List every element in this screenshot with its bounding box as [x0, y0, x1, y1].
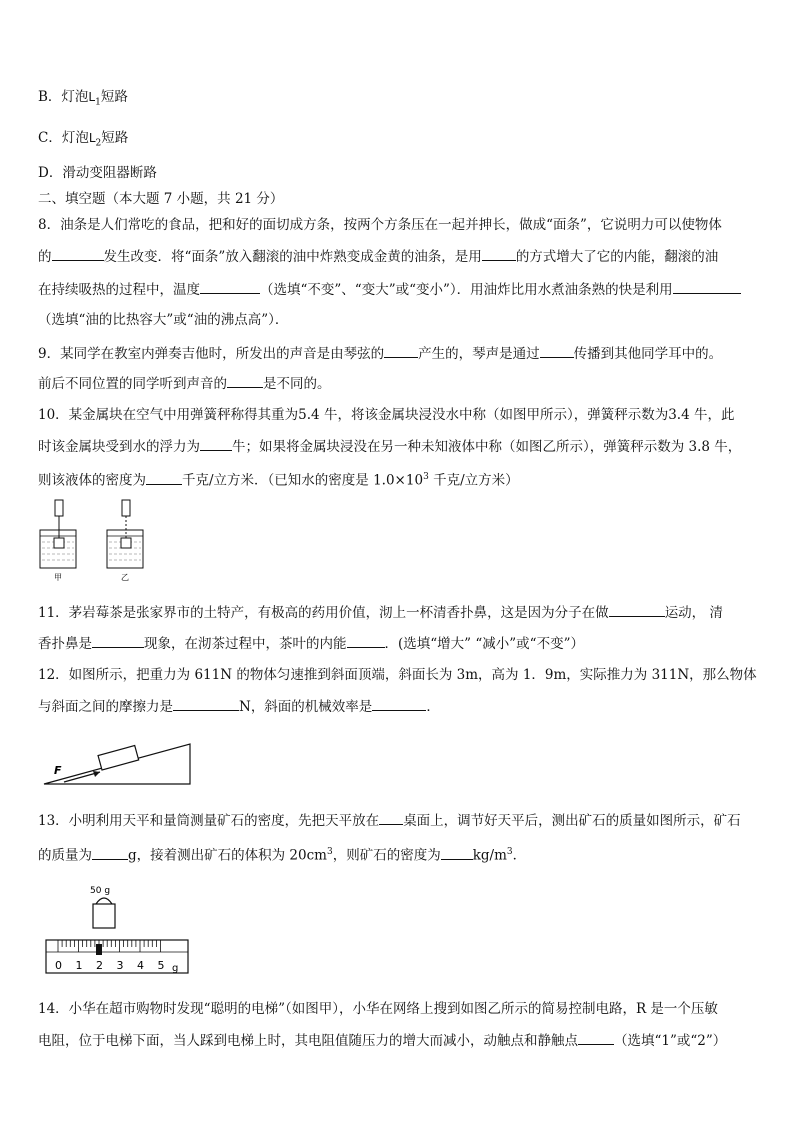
answer-blank[interactable]	[227, 374, 263, 388]
scale-ticks	[58, 940, 161, 952]
q13-line1: 13．小明利用天平和量筒测量矿石的密度，先把天平放在 桌面上，调节好天平后，测出矿石的质量如图所示，矿石	[38, 813, 741, 829]
q9-line1: 9．某同学在教室内弹奏吉他时，所发出的声音是由琴弦的 产生的，琴声是通过 传播到其他同学耳中的。	[38, 346, 723, 362]
spring-scale-figure	[36, 498, 156, 584]
answer-blank[interactable]	[540, 344, 574, 358]
scale-tick-labels	[55, 959, 165, 972]
q9-line2: 前后不同位置的同学听到声音的 是不同的。	[38, 376, 331, 392]
q8-line4: （选填“油的比热容大”或“油的沸点高”）．	[38, 312, 289, 328]
answer-blank[interactable]	[347, 634, 385, 648]
answer-blank[interactable]	[609, 603, 665, 617]
q8-line2: 的 发生改变．将“面条”放入翻滚的油中炸熟变成金黄的油条，是用 的方式增大了它的内能，翻滚的油	[38, 249, 719, 265]
weight-block	[93, 904, 115, 928]
answer-blank[interactable]	[578, 1031, 614, 1045]
scale-unit: g	[172, 963, 179, 974]
figure-label-jia: 甲	[54, 573, 62, 582]
option-c-suffix: 短路	[101, 130, 129, 146]
tick-label: 2	[96, 959, 103, 972]
q14-line2: 电阻，位于电梯下面，当人踩到电梯上时，其电阻值随压力的增大而减小，动触点和静触点 （选填“1”或“2”）	[38, 1033, 727, 1049]
tick-label: 3	[116, 959, 124, 972]
q11-line2: 香扑鼻是 现象，在沏茶过程中，茶叶的内能 ．(选填“增大” “减小”或“不变”）	[38, 636, 584, 652]
option-b	[38, 88, 128, 112]
answer-blank[interactable]	[52, 247, 104, 261]
answer-blank[interactable]	[372, 697, 426, 711]
answer-blank[interactable]	[441, 846, 473, 860]
incline-figure	[40, 736, 200, 788]
answer-blank[interactable]	[384, 344, 418, 358]
q13-line2: 的质量为 g，接着测出矿石的体积为 $20cm^3$，则矿石的密度为 $kg/m^3$．	[38, 847, 527, 864]
bulb-symbol: L	[88, 131, 96, 145]
bulb-subscript: 1	[95, 97, 101, 108]
answer-blank[interactable]	[173, 697, 239, 711]
option-b-suffix: 短路	[100, 89, 128, 105]
q11-line1: 11．茅岩莓茶是张家界市的土特产，有极高的药用价值，沏上一杯清香扑鼻，这是因为分子在做 运动， 清	[38, 605, 723, 621]
bulb-symbol: L	[88, 90, 96, 104]
tick-label: 5	[157, 959, 165, 972]
tick-label: 1	[75, 959, 83, 972]
section-title: 二、填空题（本大题 7 小题，共 21 分）	[38, 191, 284, 207]
answer-blank[interactable]	[200, 280, 260, 294]
option-c	[38, 129, 128, 153]
force-label: F	[54, 764, 62, 777]
balance-figure	[44, 882, 194, 976]
tick-label: 0	[55, 959, 62, 972]
option-b-text: B．灯泡	[38, 89, 89, 105]
q8-line1: 8．油条是人们常吃的食品，把和好的面切成方条，按两个方条压在一起并抻长，做成“面条”，它说明力可以使物体	[38, 217, 722, 233]
answer-blank[interactable]	[482, 247, 516, 261]
q12-line2: 与斜面之间的摩擦力是 N，斜面的机械效率是 ．	[38, 699, 440, 715]
answer-blank[interactable]	[379, 811, 403, 825]
q8-line3: 在持续吸热的过程中，温度 （选填“不变”、“变大”或“变小”）．用油炸比用水煮油条熟的快是利用	[38, 280, 741, 299]
answer-blank[interactable]	[200, 437, 232, 451]
q10-line3: 则该液体的密度为 千克/立方米．（已知水的密度是 $1.0\times 10^3$ 千克/立方米）	[38, 472, 519, 489]
figure-label-yi: 乙	[121, 573, 129, 582]
answer-blank[interactable]	[146, 471, 182, 485]
option-c-text: C．灯泡	[38, 130, 89, 146]
q14-line1: 14．小华在超市购物时发现“聪明的电梯”（如图甲），小华在网络上搜到如图乙所示的简易控制电路，R 是一个压敏	[38, 1001, 718, 1017]
answer-blank[interactable]	[92, 846, 128, 860]
q10-line2: 时该金属块受到水的浮力为 牛；如果将金属块浸没在另一种未知液体中称（如图乙所示），弹簧秤示数为 3.8 牛，	[38, 439, 742, 455]
arrow-head	[93, 771, 100, 777]
answer-blank[interactable]	[673, 280, 741, 294]
q10-line1: 10．某金属块在空气中用弹簧秤称得其重为5.4 牛，将该金属块浸没水中称（如图甲所示），弹簧秤示数为3.4 牛，此	[38, 407, 735, 423]
q12-line1: 12．如图所示，把重力为 611N 的物体匀速推到斜面顶端，斜面长为 3m，高为 1．9m，实际推力为 311N，那么物体	[38, 667, 757, 683]
block	[98, 746, 139, 770]
weight-hook	[96, 898, 112, 904]
weight-label: 50 g	[90, 886, 111, 896]
tick-label: 4	[137, 959, 144, 972]
bulb-subscript: 2	[95, 138, 102, 149]
rider-slider	[96, 944, 102, 955]
option-d: D．滑动变阻器断路	[38, 165, 157, 181]
beaker-jia	[40, 500, 76, 568]
beaker-yi	[107, 500, 143, 568]
answer-blank[interactable]	[92, 634, 144, 648]
